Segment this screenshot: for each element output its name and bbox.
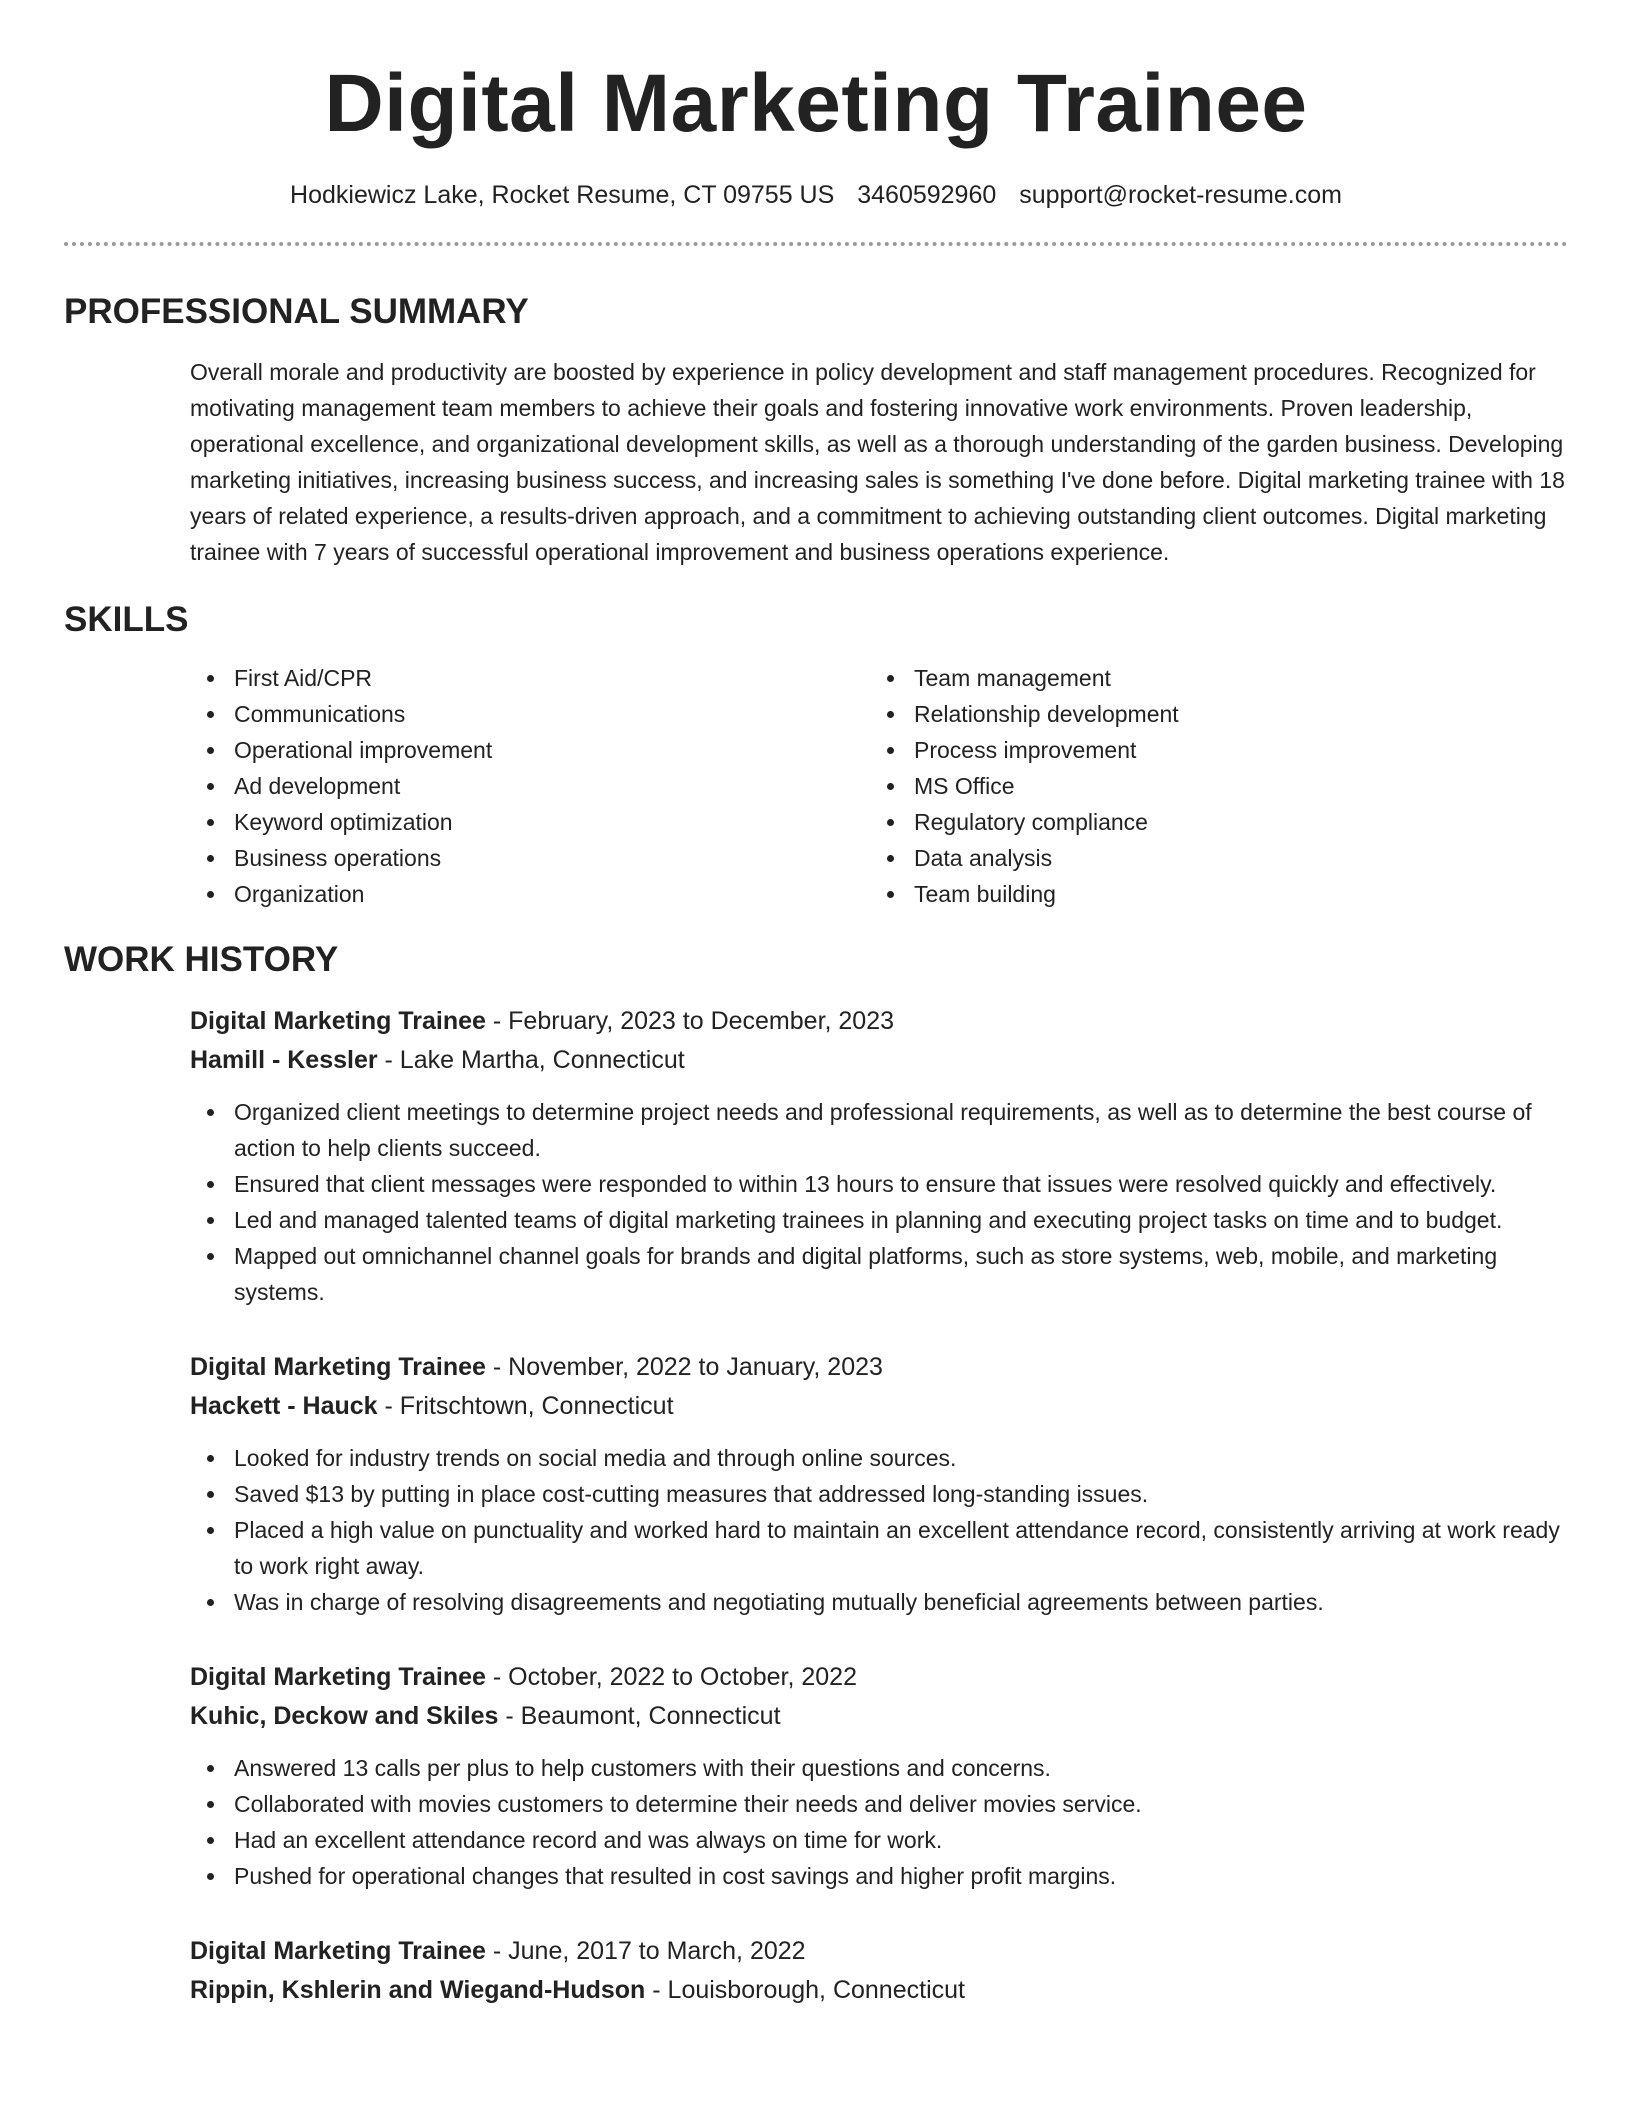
job-entry xyxy=(190,1002,1568,1310)
job-bullets xyxy=(190,1094,1568,1310)
job-entry xyxy=(190,1658,1568,1894)
contact-email: support@rocket-resume.com xyxy=(1019,181,1342,209)
job-location: - Fritschtown, Connecticut xyxy=(377,1392,674,1420)
job-company: Kuhic, Deckow and Skiles xyxy=(190,1702,499,1730)
summary-heading: PROFESSIONAL SUMMARY xyxy=(64,292,529,331)
skills-column-right xyxy=(870,660,1550,912)
skill-item: Relationship development xyxy=(870,696,1550,732)
summary-section xyxy=(64,290,1568,570)
skill-item: Process improvement xyxy=(870,732,1550,768)
job-bullet: Ensured that client messages were responded to within 13 hours to ensure that issues were resolved quickly and effectively. xyxy=(190,1166,1568,1202)
skill-item: Team management xyxy=(870,660,1550,696)
job-dates: - February, 2023 to December, 2023 xyxy=(485,1007,895,1035)
job-company-line xyxy=(190,1697,1568,1736)
job-location: - Louisborough, Connecticut xyxy=(645,1976,965,2004)
job-role: Digital Marketing Trainee xyxy=(190,1663,486,1691)
job-entry xyxy=(190,1932,1568,2010)
skills-list xyxy=(190,660,1568,912)
job-company-line xyxy=(190,1971,1568,2010)
job-dates: - November, 2022 to January, 2023 xyxy=(485,1353,883,1381)
job-entry xyxy=(190,1348,1568,1620)
contact-address: Hodkiewicz Lake, Rocket Resume, CT 09755 US xyxy=(290,181,835,209)
job-bullet: Mapped out omnichannel channel goals for brands and digital platforms, such as store systems, web, mobile, and marketing systems. xyxy=(190,1238,1568,1310)
skills-heading: SKILLS xyxy=(64,600,189,639)
skill-item: Ad development xyxy=(190,768,870,804)
job-company-line xyxy=(190,1387,1568,1426)
job-bullet: Organized client meetings to determine project needs and professional requirements, as well as to determine the best course of action to help clients succeed. xyxy=(190,1094,1568,1166)
resume-name: Digital Marketing Trainee xyxy=(324,58,1308,149)
job-bullet: Answered 13 calls per plus to help customers with their questions and concerns. xyxy=(190,1750,1568,1786)
job-role: Digital Marketing Trainee xyxy=(190,1937,486,1965)
job-dates: - October, 2022 to October, 2022 xyxy=(485,1663,857,1691)
job-bullets xyxy=(190,1440,1568,1620)
skill-item: Communications xyxy=(190,696,870,732)
job-company-line xyxy=(190,1041,1568,1080)
summary-text: Overall morale and productivity are boosted by experience in policy development and staff management procedures. Recognized for motivating management team members to achieve their goals and fostering innovative work environments. Proven leadership, operational excellence, and organizational development skills, as well as a thorough understanding of the garden business. Developing marketing initiatives, increasing business success, and increasing sales is something I've done before. Digital marketing trainee with 18 years of related experience, a results-driven approach, and a commitment to achieving outstanding client outcomes. Digital marketing trainee with 7 years of successful operational improvement and business operations experience. xyxy=(190,359,1565,565)
contact-line xyxy=(64,178,1568,212)
job-dates: - June, 2017 to March, 2022 xyxy=(485,1937,806,1965)
job-company: Hamill - Kessler xyxy=(190,1046,378,1074)
job-bullet: Saved $13 by putting in place cost-cutting measures that addressed long-standing issues. xyxy=(190,1476,1568,1512)
job-location: - Beaumont, Connecticut xyxy=(498,1702,781,1730)
job-role: Digital Marketing Trainee xyxy=(190,1353,486,1381)
skills-column-left xyxy=(190,660,870,912)
skill-item: Team building xyxy=(870,876,1550,912)
job-role: Digital Marketing Trainee xyxy=(190,1007,486,1035)
job-bullet: Had an excellent attendance record and was always on time for work. xyxy=(190,1822,1568,1858)
contact-phone: 3460592960 xyxy=(857,181,997,209)
skill-item: Keyword optimization xyxy=(190,804,870,840)
job-bullet: Pushed for operational changes that resulted in cost savings and higher profit margins. xyxy=(190,1858,1568,1894)
skill-item: First Aid/CPR xyxy=(190,660,870,696)
job-company: Rippin, Kshlerin and Wiegand-Hudson xyxy=(190,1976,646,2004)
job-bullet: Was in charge of resolving disagreements and negotiating mutually beneficial agreements between parties. xyxy=(190,1584,1568,1620)
resume-page xyxy=(64,0,1568,2010)
job-bullets xyxy=(190,1750,1568,1894)
job-bullet: Collaborated with movies customers to determine their needs and deliver movies service. xyxy=(190,1786,1568,1822)
job-bullet: Placed a high value on punctuality and worked hard to maintain an excellent attendance record, consistently arriving at work ready to work right away. xyxy=(190,1512,1568,1584)
job-title-line xyxy=(190,1658,1568,1697)
work-section xyxy=(64,938,1568,2010)
skill-item: MS Office xyxy=(870,768,1550,804)
job-company: Hackett - Hauck xyxy=(190,1392,378,1420)
job-location: - Lake Martha, Connecticut xyxy=(377,1046,685,1074)
skill-item: Organization xyxy=(190,876,870,912)
skill-item: Regulatory compliance xyxy=(870,804,1550,840)
work-heading: WORK HISTORY xyxy=(64,940,339,979)
skill-item: Business operations xyxy=(190,840,870,876)
job-bullet: Led and managed talented teams of digital marketing trainees in planning and executing project tasks on time and to budget. xyxy=(190,1202,1568,1238)
skills-section xyxy=(64,598,1568,912)
job-title-line xyxy=(190,1002,1568,1041)
header-divider xyxy=(64,242,1568,246)
skill-item: Operational improvement xyxy=(190,732,870,768)
job-bullet: Looked for industry trends on social media and through online sources. xyxy=(190,1440,1568,1476)
job-title-line xyxy=(190,1932,1568,1971)
job-title-line xyxy=(190,1348,1568,1387)
skill-item: Data analysis xyxy=(870,840,1550,876)
